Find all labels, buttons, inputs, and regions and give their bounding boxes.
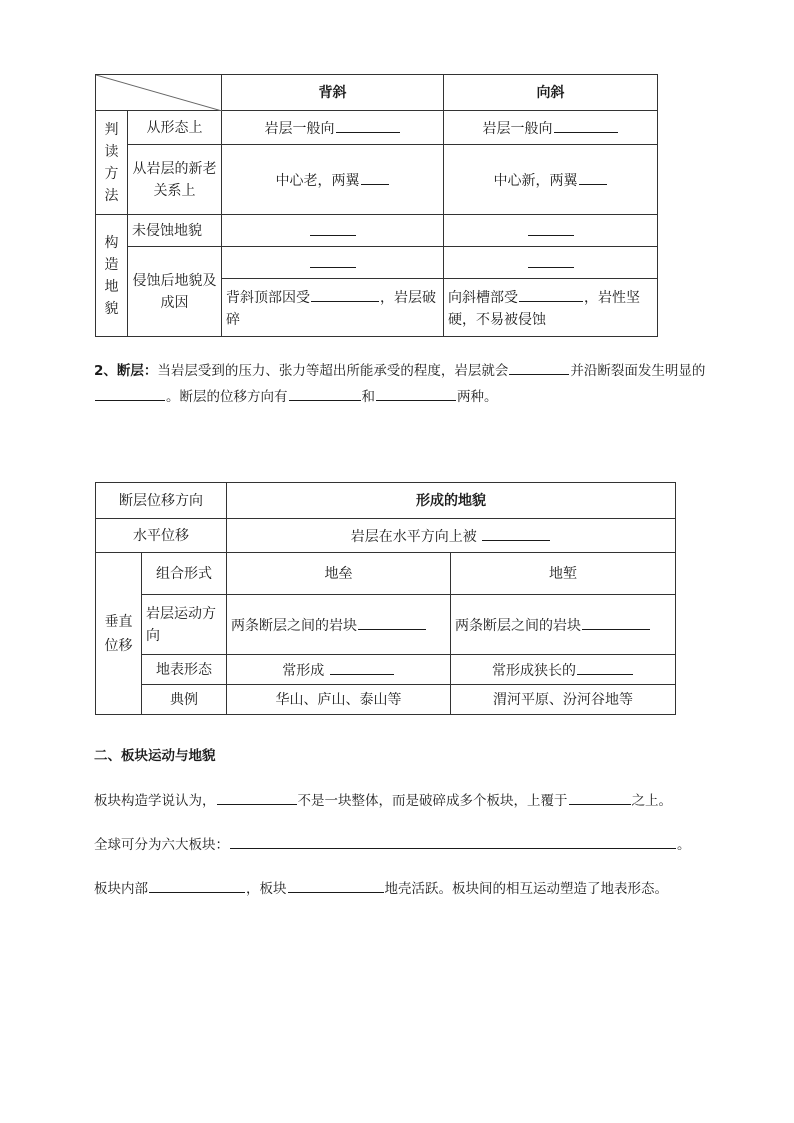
answer-blank[interactable] (336, 116, 400, 133)
fault-label: 2、断层： (94, 363, 158, 379)
row-shape-label: 从形态上 (128, 111, 222, 145)
col-syncline: 向斜 (444, 75, 658, 111)
group-landform: 构 造 地 貌 (96, 215, 128, 337)
answer-blank[interactable] (230, 832, 676, 849)
answer-blank[interactable] (582, 613, 650, 630)
fault-table (95, 482, 676, 715)
uneroded-syncline-cell (444, 215, 658, 247)
fold-table (95, 74, 658, 337)
age-syncline-cell: 中心新，两翼 (444, 145, 658, 215)
shape-syncline-cell: 岩层一般向 (444, 111, 658, 145)
answer-blank[interactable] (310, 219, 356, 236)
col-landform: 形成的地貌 (227, 483, 676, 519)
eroded-landform-anticline-cell (222, 247, 444, 279)
answer-blank[interactable] (569, 788, 631, 805)
answer-blank[interactable] (217, 788, 297, 805)
row-combo-label: 组合形式 (142, 553, 227, 595)
plate-paragraph-3: 板块内部 ，板块 地壳活跃。板块间的相互运动塑造了地表形态。 (94, 876, 734, 902)
eroded-landform-syncline-cell (444, 247, 658, 279)
answer-blank[interactable] (311, 285, 379, 302)
graben-motion-cell: 两条断层之间的岩块 (451, 595, 676, 655)
horizontal-cell: 岩层在水平方向上被 (227, 519, 676, 553)
answer-blank[interactable] (376, 384, 456, 401)
answer-blank[interactable] (482, 524, 550, 541)
eroded-cause-syncline-cell: 向斜槽部受 ，岩性坚硬，不易被侵蚀 (444, 279, 658, 337)
row-motion-label: 岩层运动方向 (142, 595, 227, 655)
group-judge-method: 判 读 方 法 (96, 111, 128, 215)
col-direction: 断层位移方向 (96, 483, 227, 519)
answer-blank[interactable] (509, 358, 569, 375)
graben-surface-cell: 常形成狭长的 (451, 655, 676, 685)
diagonal-line (96, 75, 222, 111)
answer-blank[interactable] (310, 251, 356, 268)
answer-blank[interactable] (554, 116, 618, 133)
group-vertical: 垂直位移 (96, 553, 142, 715)
answer-blank[interactable] (289, 384, 361, 401)
row-surface-label: 地表形态 (142, 655, 227, 685)
answer-blank[interactable] (95, 384, 165, 401)
eroded-cause-anticline-cell: 背斜顶部因受 ，岩层破碎 (222, 279, 444, 337)
header-diagonal-cell (96, 75, 222, 111)
answer-blank[interactable] (288, 876, 384, 893)
section2-heading: 二、板块运动与地貌 (94, 748, 216, 764)
uneroded-anticline-cell (222, 215, 444, 247)
answer-blank[interactable] (577, 658, 633, 675)
answer-blank[interactable] (519, 285, 583, 302)
row-age-label: 从岩层的新老关系上 (128, 145, 222, 215)
answer-blank[interactable] (330, 658, 394, 675)
row-eroded-label: 侵蚀后地貌及成因 (128, 247, 222, 337)
shape-anticline-cell: 岩层一般向 (222, 111, 444, 145)
row-uneroded-label: 未侵蚀地貌 (128, 215, 222, 247)
fault-paragraph: 2、断层：当岩层受到的压力、张力等超出所能承受的程度，岩层就会 并沿断裂面发生明显的。断层的位移方向有 和 两种。 (94, 358, 714, 410)
plate-paragraph-2: 全球可分为六大板块： 。 (94, 832, 734, 858)
answer-blank[interactable] (358, 613, 426, 630)
answer-blank[interactable] (361, 168, 389, 185)
row-horizontal-label: 水平位移 (96, 519, 227, 553)
horst-surface-cell: 常形成 (227, 655, 451, 685)
answer-blank[interactable] (149, 876, 245, 893)
horst-example-cell: 华山、庐山、泰山等 (227, 685, 451, 715)
answer-blank[interactable] (579, 168, 607, 185)
graben-example-cell: 渭河平原、汾河谷地等 (451, 685, 676, 715)
horst-cell: 地垒 (227, 553, 451, 595)
col-anticline: 背斜 (222, 75, 444, 111)
graben-cell: 地堑 (451, 553, 676, 595)
answer-blank[interactable] (528, 251, 574, 268)
age-anticline-cell: 中心老，两翼 (222, 145, 444, 215)
plate-paragraph-1: 板块构造学说认为， 不是一块整体，而是破碎成多个板块，上覆于 之上。 (94, 788, 734, 814)
horst-motion-cell: 两条断层之间的岩块 (227, 595, 451, 655)
row-example-label: 典例 (142, 685, 227, 715)
answer-blank[interactable] (528, 219, 574, 236)
